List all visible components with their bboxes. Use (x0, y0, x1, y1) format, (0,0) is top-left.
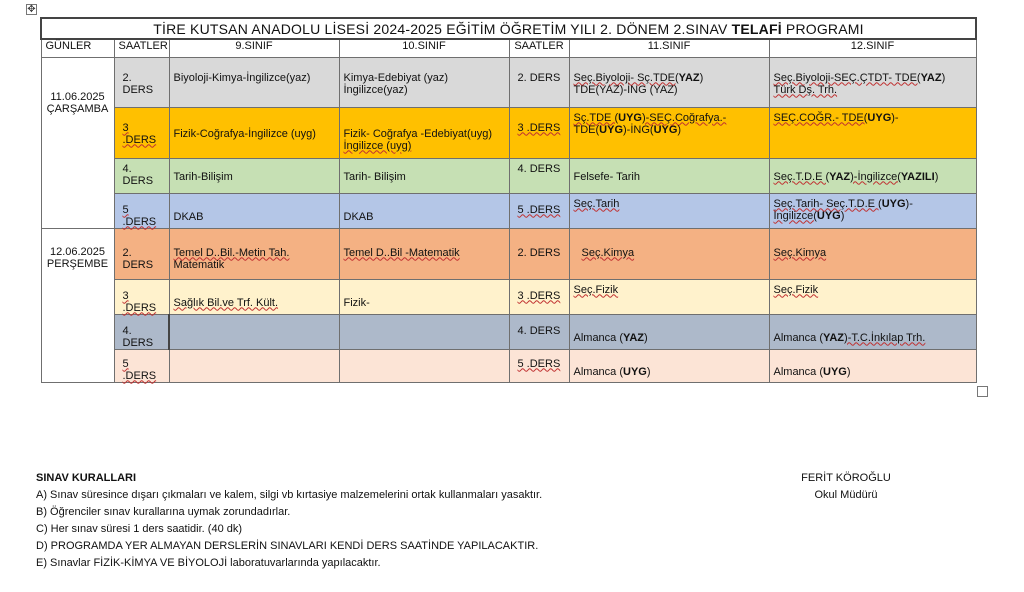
table-row (41, 228, 976, 279)
cell-10: Fizik- (339, 279, 509, 314)
cell-9: Sağlık Bil.ve Trf. Kült. (169, 279, 339, 314)
slot-cell: 3 .DERS (114, 107, 169, 158)
cell-12: Almanca (UYG) (769, 349, 976, 382)
cell-12: SEÇ.COĞR.- TDE(UYG)- (769, 107, 976, 158)
slot-cell: 3 .DERS (509, 107, 569, 158)
cell-11: Sç.TDE (UYG)-SEÇ.Coğrafya.- TDE(UYG)-İNG(UYG) (569, 107, 769, 158)
cell-9: Temel D..Bil.-Metin Tah. Matematik (169, 228, 339, 279)
cell-10: DKAB (339, 193, 509, 228)
cell-12: Seç.Kimya (769, 228, 976, 279)
cell-11: Seç.Fizik (569, 279, 769, 314)
table-resize-handle-icon[interactable] (977, 386, 988, 397)
header-10-sinif: 10.SINIF (339, 39, 509, 57)
header-11-sinif: 11.SINIF (569, 39, 769, 57)
cell-9: Tarih-Bilişim (169, 158, 339, 193)
slot-cell: 5 .DERS (114, 193, 169, 228)
cell-10: Kimya-Edebiyat (yaz) İngilizce(yaz) (339, 57, 509, 107)
header-9-sinif: 9.SINIF (169, 39, 339, 57)
cell-10 (339, 314, 509, 349)
day-name: ÇARŞAMBA (46, 102, 109, 115)
cell-10: Tarih- Bilişim (339, 158, 509, 193)
header-gunler: GÜNLER (41, 39, 114, 57)
cell-12: Seç.T.D.E (YAZ)-İngilizce(YAZILI) (769, 158, 976, 193)
slot-cell: 4. DERS (114, 158, 169, 193)
cell-9 (169, 349, 339, 382)
slot-cell: 2. DERS (114, 228, 169, 279)
rule-a: A) Sınav süresince dışarı çıkmaları ve kalem, silgi vb kırtasiye malzemelerini ortak kullanmaları yasaktır. (36, 489, 543, 501)
cell-12: Seç.Biyoloji-SEÇ.ÇTDT- TDE(YAZ) Türk Dş. Trh. (769, 57, 976, 107)
header-row (41, 39, 976, 57)
exam-schedule-table (40, 17, 977, 383)
table-move-handle-icon[interactable]: ✥ (27, 4, 36, 15)
cell-11: Almanca (UYG) (569, 349, 769, 382)
cell-10: Fizik- Coğrafya -Edebiyat(uyg) İngilizce (uyg) (339, 107, 509, 158)
rule-e: E) Sınavlar FİZİK-KİMYA VE BİYOLOJİ laboratuvarlarında yapılacaktır. (36, 557, 381, 569)
day-name: PERŞEMBE (46, 257, 109, 270)
day-cell-wednesday (41, 57, 114, 228)
rules-title: SINAV KURALLARI (36, 472, 137, 484)
slot-cell: 4. DERS (114, 314, 169, 349)
header-saatler: SAATLER (114, 39, 169, 57)
slot-cell: 4. DERS (509, 158, 569, 193)
header-saatler-2: SAATLER (509, 39, 569, 57)
principal-name: FERİT KÖROĞLU (801, 472, 891, 484)
cell-11: Seç.Kimya (569, 228, 769, 279)
day-date: 11.06.2025 (50, 90, 105, 103)
cell-12: Seç.Fizik (769, 279, 976, 314)
rule-b: B) Öğrenciler sınav kurallarına uymak zorundadırlar. (36, 506, 291, 518)
table-row (41, 107, 976, 158)
rule-c: C) Her sınav süresi 1 ders saatidir. (40 dk) (36, 523, 243, 535)
cell-9 (169, 314, 339, 349)
slot-cell: 4. DERS (509, 314, 569, 349)
slot-cell: 2. DERS (509, 57, 569, 107)
slot-cell: 5 .DERS (509, 193, 569, 228)
slot-cell: 3 .DERS (509, 279, 569, 314)
cell-12: Almanca (YAZ)-T.C.İnkılap Trh. (769, 314, 976, 349)
day-cell-thursday (41, 228, 114, 382)
table-row (41, 349, 976, 382)
signature-block (796, 470, 896, 504)
cell-12: Seç.Tarih- Seç.T.D.E (UYG)- İngilizce(UYG) (769, 193, 976, 228)
cell-11: Felsefe- Tarih (569, 158, 769, 193)
table-row (41, 158, 976, 193)
cell-9: DKAB (169, 193, 339, 228)
cell-9: Fizik-Coğrafya-İngilizce (uyg) (169, 107, 339, 158)
slot-cell: 5 .DERS (114, 349, 169, 382)
cell-11: Seç.Tarih (569, 193, 769, 228)
cell-9: Biyoloji-Kimya-İngilizce(yaz) (169, 57, 339, 107)
header-12-sinif: 12.SINIF (769, 39, 976, 57)
slot-cell: 2. DERS (509, 228, 569, 279)
cell-10 (339, 349, 509, 382)
slot-cell: 5 .DERS (509, 349, 569, 382)
principal-title: Okul Müdürü (814, 489, 878, 501)
table-row (41, 57, 976, 107)
cell-11: Seç.Biyoloji- Sç.TDE(YAZ) TDE(YAZ)-İNG (YAZ) (569, 57, 769, 107)
day-date: 12.06.2025 (49, 245, 106, 258)
cell-11: Almanca (YAZ) (569, 314, 769, 349)
cell-10: Temel D..Bil -Matematik (339, 228, 509, 279)
slot-cell: 2. DERS (114, 57, 169, 107)
table-row (41, 279, 976, 314)
rule-d: D) PROGRAMDA YER ALMAYAN DERSLERİN SINAVLARI KENDİ DERS SAATİNDE YAPILACAKTIR. (36, 540, 539, 552)
slot-cell: 3 .DERS (114, 279, 169, 314)
table-row (41, 193, 976, 228)
table-title: TİRE KUTSAN ANADOLU LİSESİ 2024-2025 EĞİTİM ÖĞRETİM YILI 2. DÖNEM 2.SINAV TELAFİ PROGRAMI (41, 18, 976, 39)
table-row (41, 314, 976, 349)
exam-rules (36, 470, 542, 572)
